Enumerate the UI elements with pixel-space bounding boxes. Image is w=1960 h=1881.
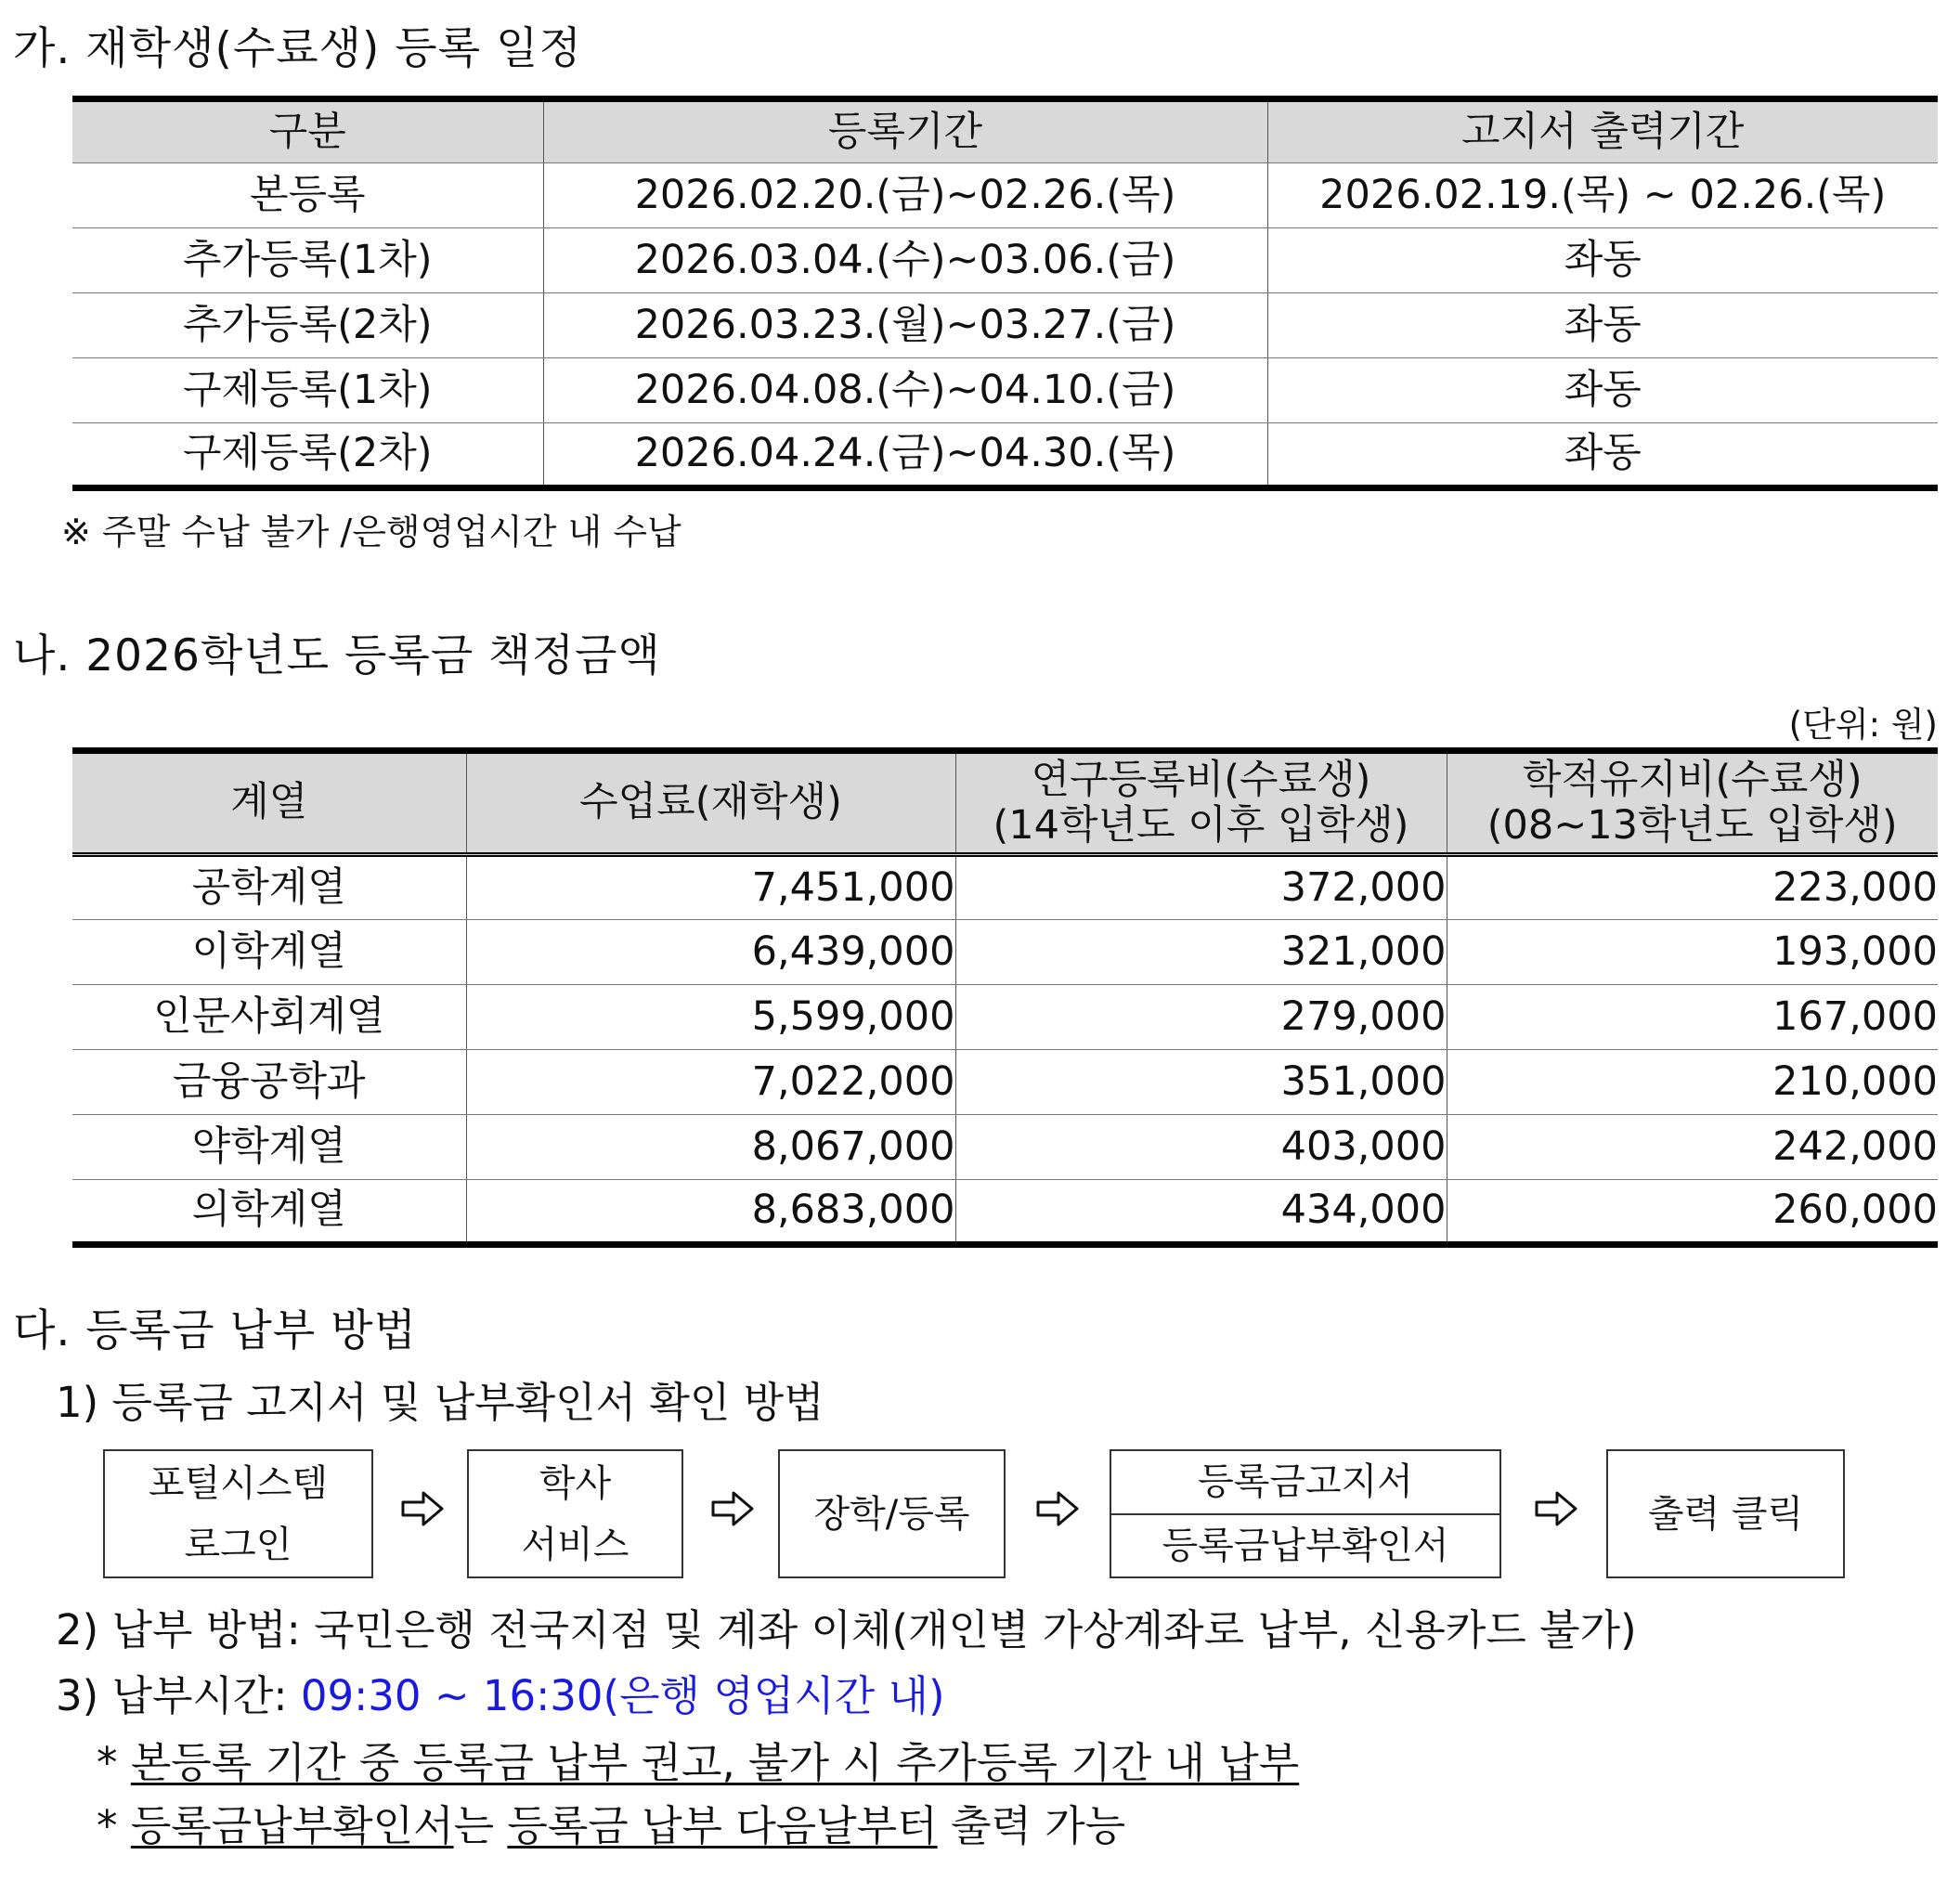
maintenance-fee-cell: 210,000 <box>1447 1050 1938 1115</box>
research-fee-cell: 434,000 <box>955 1180 1447 1245</box>
field-cell: 이학계열 <box>72 920 466 985</box>
flow-step-scholarship-registration <box>778 1449 1006 1578</box>
table-row <box>72 920 1938 985</box>
registration-schedule-table <box>72 96 1938 491</box>
period-cell: 2026.03.23.(월)~03.27.(금) <box>543 293 1267 358</box>
field-cell: 의학계열 <box>191 1187 346 1234</box>
maintenance-fee-cell: 242,000 <box>1447 1115 1938 1180</box>
flow-step-payment-confirmation: 등록금납부확인서 <box>1111 1513 1499 1577</box>
maintenance-fee-cell: 223,000 <box>1447 855 1938 920</box>
table-row <box>72 985 1938 1050</box>
research-fee-cell: 321,000 <box>955 920 1447 985</box>
print-period-cell: 좌동 <box>1267 423 1938 488</box>
table-header-row <box>72 99 1938 163</box>
header-maintenance-fee <box>1447 751 1938 855</box>
section-b-heading: 나. 2026학년도 등록금 책정금액 <box>13 630 661 681</box>
flow-step-portal-login <box>103 1449 373 1578</box>
bullet-2-tail: 출력 가능 <box>937 1801 1126 1850</box>
method-item-1: 1) 등록금 고지서 및 납부확인서 확인 방법 <box>56 1378 824 1427</box>
schedule-note: ※ 주말 수납 불가 /은행영업시간 내 수납 <box>61 512 681 552</box>
flow-step-academic-service <box>467 1449 683 1578</box>
bullet-1-mark: * <box>97 1738 131 1787</box>
period-cell: 2026.04.08.(수)~04.10.(금) <box>543 358 1267 423</box>
flow-step-portal-line1: 포털시스템 <box>148 1461 329 1505</box>
flow-step-tuition-notice: 등록금고지서 <box>1198 1460 1413 1504</box>
header-notice-print-period: 고지서 출력기간 <box>1267 99 1938 163</box>
print-period-cell: 좌동 <box>1267 358 1938 423</box>
header-maintenance-fee-line2: (08~13학년도 입학생) <box>1486 802 1898 849</box>
table-row <box>72 1050 1938 1115</box>
category-cell: 추가등록(1차) <box>72 228 543 293</box>
table-row <box>72 1115 1938 1180</box>
flow-step-print-click <box>1606 1449 1845 1578</box>
table-row <box>72 293 1938 358</box>
flow-step-scholarship-label: 장학/등록 <box>813 1492 970 1536</box>
table-row <box>72 1180 1938 1245</box>
research-fee-cell: 403,000 <box>955 1115 1447 1180</box>
payment-time-value: 09:30 ~ 16:30(은행 영업시간 내) <box>300 1671 945 1720</box>
tuition-cell: 6,439,000 <box>466 920 955 985</box>
print-period-cell: 좌동 <box>1267 228 1938 293</box>
maintenance-fee-cell: 260,000 <box>1447 1180 1938 1245</box>
right-arrow-icon <box>399 1485 446 1532</box>
bullet-2-particle: 는 <box>453 1801 508 1850</box>
table-row <box>72 855 1938 920</box>
table-row <box>72 423 1938 488</box>
unit-label: (단위: 원) <box>1788 705 1938 745</box>
right-arrow-icon <box>709 1485 756 1532</box>
header-category: 구분 <box>72 99 543 163</box>
period-cell: 2026.02.20.(금)~02.26.(목) <box>543 163 1267 228</box>
field-cell: 공학계열 <box>72 855 466 920</box>
maintenance-fee-cell: 167,000 <box>1447 985 1938 1050</box>
header-field: 계열 <box>72 751 466 855</box>
flow-step-service-line2: 서비스 <box>521 1523 630 1566</box>
section-a-heading: 가. 재학생(수료생) 등록 일정 <box>13 23 582 74</box>
research-fee-cell: 372,000 <box>955 855 1447 920</box>
category-cell: 구제등록(2차) <box>182 430 433 477</box>
tuition-cell: 7,022,000 <box>466 1050 955 1115</box>
period-cell: 2026.04.24.(금)~04.30.(목) <box>543 423 1267 488</box>
tuition-cell: 8,067,000 <box>466 1115 955 1180</box>
research-fee-cell: 279,000 <box>955 985 1447 1050</box>
header-research-fee <box>955 751 1447 855</box>
bullet-2-mark: * <box>97 1801 131 1850</box>
bullet-2 <box>97 1798 1125 1854</box>
category-cell: 본등록 <box>72 163 543 228</box>
category-cell: 구제등록(1차) <box>72 358 543 423</box>
right-arrow-icon <box>1034 1485 1081 1532</box>
header-registration-period: 등록기간 <box>543 99 1267 163</box>
period-cell: 2026.03.04.(수)~03.06.(금) <box>543 228 1267 293</box>
tuition-cell: 5,599,000 <box>466 985 955 1050</box>
maintenance-fee-cell: 193,000 <box>1447 920 1938 985</box>
method-item-2: 2) 납부 방법: 국민은행 전국지점 및 계좌 이체(개인별 가상계좌로 납부, 신용카드 불가) <box>56 1605 1637 1654</box>
research-fee-cell: 351,000 <box>955 1050 1447 1115</box>
print-period-cell: 좌동 <box>1267 293 1938 358</box>
bullet-1 <box>97 1735 1299 1791</box>
field-cell: 금융공학과 <box>72 1050 466 1115</box>
bullet-2-timing: 등록금 납부 다음날부터 <box>507 1801 938 1850</box>
header-tuition: 수업료(재학생) <box>466 751 955 855</box>
print-period-cell: 2026.02.19.(목) ~ 02.26.(목) <box>1267 163 1938 228</box>
method-item-3 <box>56 1668 945 1724</box>
right-arrow-icon <box>1533 1485 1579 1532</box>
flow-step-documents <box>1110 1449 1501 1578</box>
bullet-1-text: 본등록 기간 중 등록금 납부 권고, 불가 시 추가등록 기간 내 납부 <box>130 1738 1300 1787</box>
flow-step-service-line1: 학사 <box>539 1461 612 1505</box>
category-cell: 추가등록(2차) <box>72 293 543 358</box>
header-maintenance-fee-line1: 학적유지비(수료생) <box>1522 756 1863 803</box>
table-row <box>72 163 1938 228</box>
table-row <box>72 228 1938 293</box>
field-cell: 약학계열 <box>72 1115 466 1180</box>
flow-step-print-label: 출력 클릭 <box>1647 1492 1804 1536</box>
field-cell: 인문사회계열 <box>72 985 466 1050</box>
table-header-row <box>72 751 1938 855</box>
tuition-cell: 8,683,000 <box>466 1180 955 1245</box>
header-research-fee-line1: 연구등록비(수료생) <box>1031 756 1371 803</box>
flow-step-portal-line2: 로그인 <box>184 1523 292 1566</box>
section-c-heading: 다. 등록금 납부 방법 <box>13 1305 417 1356</box>
tuition-cell: 7,451,000 <box>466 855 955 920</box>
bullet-2-doc: 등록금납부확인서 <box>130 1801 454 1850</box>
header-research-fee-line2: (14학년도 이후 입학생) <box>993 802 1409 849</box>
payment-time-label: 3) 납부시간: <box>56 1671 301 1720</box>
tuition-table <box>72 747 1938 1248</box>
table-row <box>72 358 1938 423</box>
